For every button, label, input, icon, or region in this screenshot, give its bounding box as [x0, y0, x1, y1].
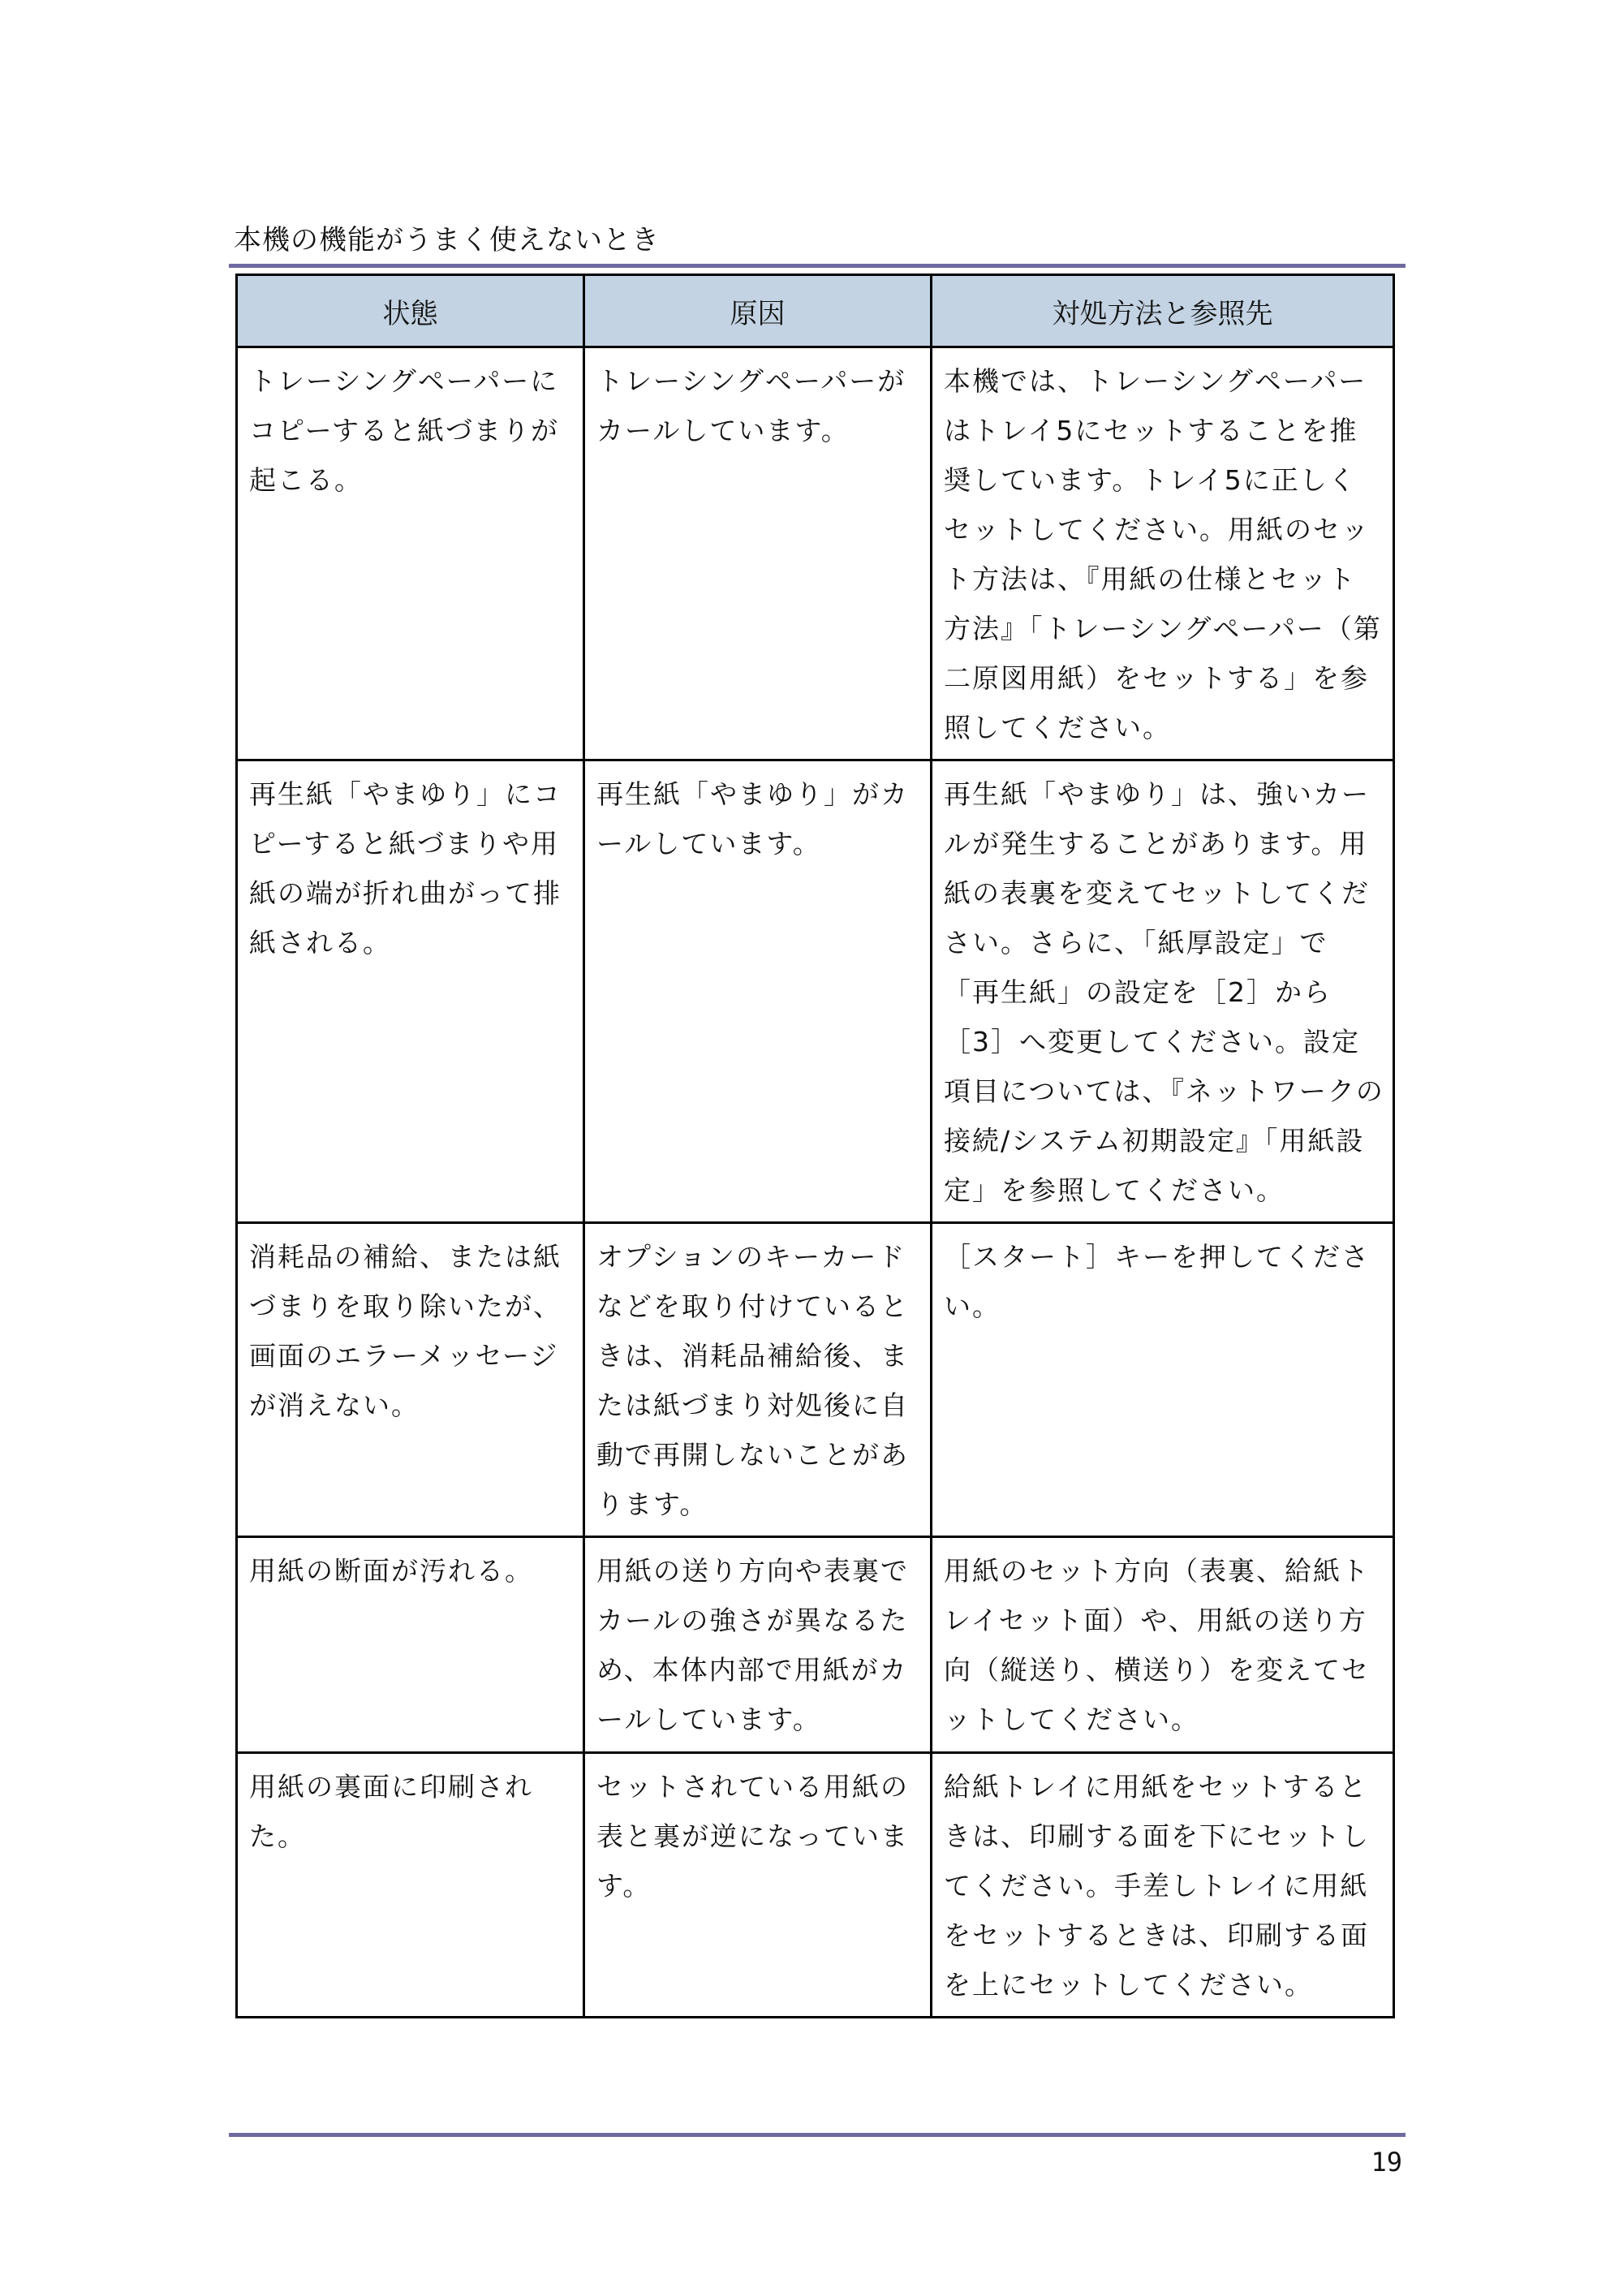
cell-status: 消耗品の補給、または紙づまりを取り除いたが、画面のエラーメッセージが消えない。	[237, 1223, 584, 1537]
top-divider	[229, 264, 1406, 268]
bottom-divider	[229, 2133, 1406, 2137]
cell-cause: 用紙の送り方向や表裏でカールの強さが異なるため、本体内部で用紙がカールしています。	[584, 1537, 932, 1753]
table-row	[237, 1753, 1394, 2018]
troubleshooting-table	[235, 274, 1395, 2018]
page-number: 19	[1371, 2147, 1402, 2178]
cell-status: 用紙の裏面に印刷された。	[237, 1753, 584, 2018]
cell-cause: オプションのキーカードなどを取り付けているときは、消耗品補給後、または紙づまり対処後に自動で再開しないことがあります。	[584, 1223, 932, 1537]
cell-solution: ［スタート］キーを押してください。	[932, 1223, 1394, 1537]
table-row	[237, 347, 1394, 760]
cell-status: 再生紙「やまゆり」にコピーすると紙づまりや用紙の端が折れ曲がって排紙される。	[237, 760, 584, 1223]
cell-cause: 再生紙「やまゆり」がカールしています。	[584, 760, 932, 1223]
header-solution: 対処方法と参照先	[932, 275, 1394, 347]
table-row	[237, 1537, 1394, 1753]
cell-solution: 用紙のセット方向（表裏、給紙トレイセット面）や、用紙の送り方向（縦送り、横送り）を変えてセットしてください。	[932, 1537, 1394, 1753]
header-status: 状態	[237, 275, 584, 347]
cell-solution: 再生紙「やまゆり」は、強いカールが発生することがあります。用紙の表裏を変えてセットしてください。さらに、「紙厚設定」で「再生紙」の設定を［2］から［3］へ変更してください。設定項目については、『ネットワークの接続/システム初期設定』「用紙設定」を参照してください。	[932, 760, 1394, 1223]
cell-status: 用紙の断面が汚れる。	[237, 1537, 584, 1753]
header-cause: 原因	[584, 275, 932, 347]
table-header-row	[237, 275, 1394, 347]
table-row	[237, 1223, 1394, 1537]
table-row	[237, 760, 1394, 1223]
cell-cause: セットされている用紙の表と裏が逆になっています。	[584, 1753, 932, 2018]
cell-cause: トレーシングペーパーがカールしています。	[584, 347, 932, 760]
cell-solution: 給紙トレイに用紙をセットするときは、印刷する面を下にセットしてください。手差しトレイに用紙をセットするときは、印刷する面を上にセットしてください。	[932, 1753, 1394, 2018]
cell-solution: 本機では、トレーシングペーパーはトレイ5にセットすることを推奨しています。トレイ5に正しくセットしてください。用紙のセット方法は、『用紙の仕様とセット方法』「トレーシングペーパー（第二原図用紙）をセットする」を参照してください。	[932, 347, 1394, 760]
cell-status: トレーシングペーパーにコピーすると紙づまりが起こる。	[237, 347, 584, 760]
section-title: 本機の機能がうまく使えないとき	[234, 224, 660, 256]
